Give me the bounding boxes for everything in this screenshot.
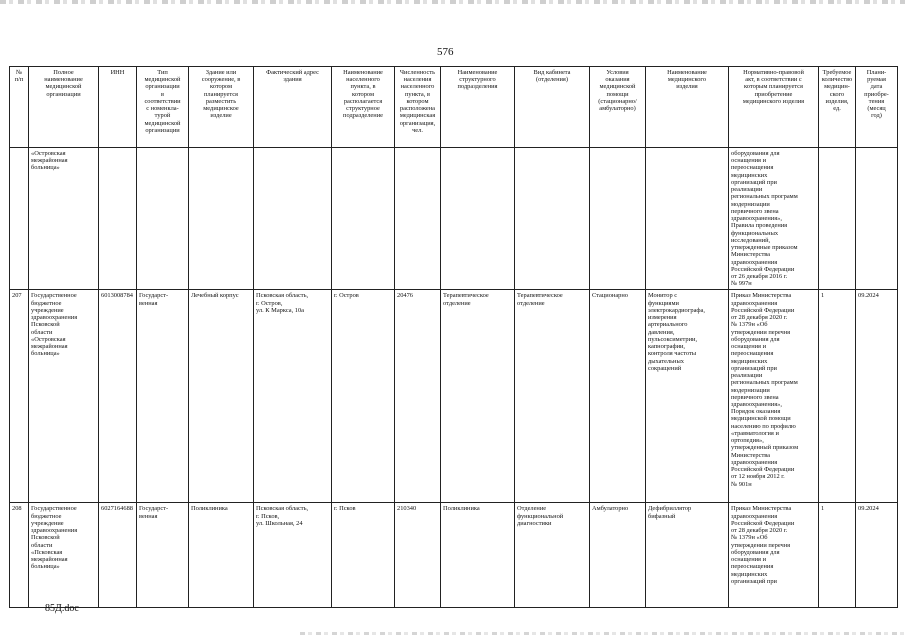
cell-quantity: 1 [819, 290, 856, 503]
cell-building [189, 148, 254, 290]
cell-inn: 6027164688 [99, 503, 137, 608]
table-header-row [10, 67, 898, 148]
cell-org-name: Государственное бюджетное учреждение здравоохранения Псковской области «Псковская межрайонная больница» [29, 503, 99, 608]
header-subdivision: Наименование структурного подразделения [441, 67, 515, 148]
cell-cabinet: Отделение функциональной диагностики [515, 503, 590, 608]
cell-device: Дефибриллятор бифазный [646, 503, 729, 608]
cell-settlement [332, 148, 395, 290]
header-date: Плани- руемая дата приобре- тения (месяц год) [856, 67, 898, 148]
header-inn: ИНН [99, 67, 137, 148]
cell-date: 09.2024 [856, 290, 898, 503]
table-row [10, 148, 898, 290]
cell-number [10, 148, 29, 290]
cell-conditions [590, 148, 646, 290]
cell-inn: 6013008784 [99, 290, 137, 503]
cell-org-name: Государственное бюджетное учреждение здравоохранения Псковской области «Островская межрайонная больница» [29, 290, 99, 503]
cell-cabinet [515, 148, 590, 290]
cell-device [646, 148, 729, 290]
cell-conditions: Стационарно [590, 290, 646, 503]
cell-legal-act: оборудования для оснащения и переоснащения медицинских организаций при реализации региональных программ модернизации первичного звена здравоохранения», Правила проведения функциональных исследований, утвержденные приказом Министерства здравоохранения Российской Федерации от 26 декабря 2016 г. № 997н [729, 148, 819, 290]
cell-settlement: г. Остров [332, 290, 395, 503]
cell-address [254, 148, 332, 290]
cell-inn [99, 148, 137, 290]
table-row [10, 290, 898, 503]
header-device: Наименование медицинского изделия [646, 67, 729, 148]
header-cabinet: Вид кабинета (отделения) [515, 67, 590, 148]
document-filename: 85Д.doc [45, 603, 79, 614]
cell-org-type: Государст- венная [137, 290, 189, 503]
header-population: Численность населения населенного пункта, в котором расположена медицинская организация, чел. [395, 67, 441, 148]
cell-subdivision: Терапевтическое отделение [441, 290, 515, 503]
cell-org-type [137, 148, 189, 290]
cell-device: Монитор с функциями электрокардиографа, измерения артериального давления, пульсоксиметрии, капнографии, контроля частоты дыхательных сокращений [646, 290, 729, 503]
cell-settlement: г. Псков [332, 503, 395, 608]
cell-number: 208 [10, 503, 29, 608]
cell-population: 210340 [395, 503, 441, 608]
cell-subdivision [441, 148, 515, 290]
header-org-name: Полное наименование медицинской организации [29, 67, 99, 148]
cell-number: 207 [10, 290, 29, 503]
cell-conditions: Амбулаторно [590, 503, 646, 608]
header-number: № п/п [10, 67, 29, 148]
cell-address: Псковская область, г. Псков, ул. Школьная, 24 [254, 503, 332, 608]
cell-date [856, 148, 898, 290]
cell-quantity: 1 [819, 503, 856, 608]
cell-quantity [819, 148, 856, 290]
cell-date: 09.2024 [856, 503, 898, 608]
scan-edge-bottom [300, 632, 905, 635]
header-settlement: Наименование населенного пункта, в котором располагается структурное подразделение [332, 67, 395, 148]
cell-subdivision: Поликлиника [441, 503, 515, 608]
cell-legal-act: Приказ Министерства здравоохранения Российской Федерации от 28 декабря 2020 г. № 1379н «Об утверждении перечня оборудования для оснащения и переоснащения медицинских организаций при [729, 503, 819, 608]
equipment-table [9, 66, 898, 608]
header-org-type: Тип медицинской организации в соответствии с номенкла- турой медицинской организации [137, 67, 189, 148]
cell-cabinet: Терапевтическое отделение [515, 290, 590, 503]
cell-org-type: Государст- венная [137, 503, 189, 608]
cell-address: Псковская область, г. Остров, ул. К Маркса, 10а [254, 290, 332, 503]
cell-population [395, 148, 441, 290]
cell-org-name: «Островская межрайонная больница» [29, 148, 99, 290]
cell-building: Лечебный корпус [189, 290, 254, 503]
header-legal-act: Нормативно-правовой акт, в соответствии с которым планируется приобретение медицинского изделия [729, 67, 819, 148]
cell-legal-act: Приказ Министерства здравоохранения Российской Федерации от 28 декабря 2020 г. № 1379н «Об утверждении перечня оборудования для оснащения и переоснащения медицинских организаций при реализации региональных программ модернизации первичного звена здравоохранения», Порядок оказания медицинской помощи населению по профилю «травматология и ортопедия», утвержденный приказом Министерства здравоохранения Российской Федерации от 12 ноября 2012 г. № 901н [729, 290, 819, 503]
header-building: Здание или сооружение, в котором планируется разместить медицинское изделие [189, 67, 254, 148]
header-address: Фактический адрес здания [254, 67, 332, 148]
header-conditions: Условия оказания медицинской помощи (стационарно/ амбулаторно) [590, 67, 646, 148]
header-quantity: Требуемое количество медицин- ского изделия, ед. [819, 67, 856, 148]
table-row [10, 503, 898, 608]
cell-building: Поликлиника [189, 503, 254, 608]
scan-edge-top [0, 0, 905, 4]
cell-population: 20476 [395, 290, 441, 503]
page-number: 576 [437, 46, 454, 58]
